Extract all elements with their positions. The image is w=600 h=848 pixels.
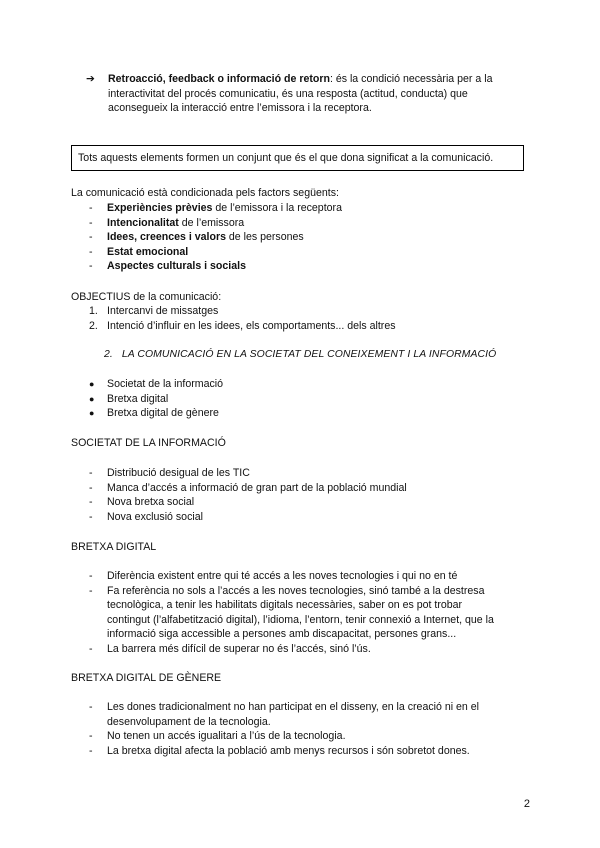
list-item: - Distribució desigual de les TIC (89, 467, 250, 479)
list-item: - Diferència existent entre qui té accés a les noves tecnologies i qui no en té (89, 570, 458, 582)
list-item: - La bretxa digital afecta la població amb menys recursos i són sobretot dones. (89, 744, 470, 757)
list-item: - Les dones tradicionalment no han participat en el disseny, en la creació ni en el desenvolupament de la tecnologia. (89, 701, 479, 728)
list-item: - Manca d’accés a informació de gran part de la població mundial (89, 481, 407, 494)
feedback-term: Retroacció, feedback o informació de retorn (108, 73, 330, 85)
list-item: ● Societat de la informació (89, 378, 224, 390)
boxed-note: Tots aquests elements formen un conjunt que és el que dona significat a la comunicació. (71, 145, 524, 171)
objectius-title: OBJECTIUS de la comunicació: (71, 291, 222, 303)
list-item: - La barrera més difícil de superar no és l’accés, sinó l’ús. (89, 642, 371, 655)
list-item: ● Bretxa digital (89, 392, 169, 405)
list-item: 1. Intercanvi de missatges (89, 305, 219, 317)
list-item: - Intencionalitat de l’emissora (89, 216, 245, 229)
list-item: - Experiències prèvies de l’emissora i la receptora (89, 202, 342, 214)
societat-title: SOCIETAT DE LA INFORMACIÓ (71, 437, 226, 449)
factors-list (89, 201, 529, 274)
list-item: 2. Intenció d’influir en les idees, els comportaments... dels altres (89, 319, 396, 332)
list-item: - Nova exclusió social (89, 510, 203, 523)
bullet-list (89, 377, 529, 421)
objectius-list (89, 304, 529, 333)
list-item: - Fa referència no sols a l’accés a les noves tecnologies, sinó també a la destresa tecnològica, a tenir les habilitats digitals necessàries, saber on es pot trobar contingut (l’alfabetització digital), l’idioma, l’entorn, tenir connexió a Internet, que la informació siga accessible a persones amb discapacitat, persones grans... (89, 584, 494, 641)
list-item: - Nova bretxa social (89, 496, 195, 509)
list-item: ● Bretxa digital de gènere (89, 407, 219, 420)
bretxa-title: BRETXA DIGITAL (71, 541, 157, 553)
societat-list (89, 466, 529, 524)
bretxa-list (89, 569, 529, 657)
genere-title: BRETXA DIGITAL DE GÈNERE (71, 672, 222, 684)
factors-intro: La comunicació està condicionada pels factors següents: (71, 187, 339, 199)
list-item: - No tenen un accés igualitari a l’ús de la tecnologia. (89, 730, 346, 743)
feedback-definition: ➔ Retroacció, feedback o informació de retorn: és la condició necessària per a la interactivitat del procés comunicatiu, és una resposta (actitud, conducta) que aconsegueix la interacció entre l’emissora i la receptora. (86, 73, 493, 115)
section-title: 2. LA COMUNICACIÓ EN LA SOCIETAT DEL CONEIXEMENT I LA INFORMACIÓ (104, 349, 497, 360)
arrow-icon: ➔ (86, 73, 95, 85)
list-item: - Estat emocional (89, 245, 189, 258)
list-item: - Idees, creences i valors de les persones (89, 231, 304, 244)
list-item: - Aspectes culturals i socials (89, 260, 246, 273)
page-number: 2 (523, 798, 530, 810)
genere-list (89, 700, 529, 758)
